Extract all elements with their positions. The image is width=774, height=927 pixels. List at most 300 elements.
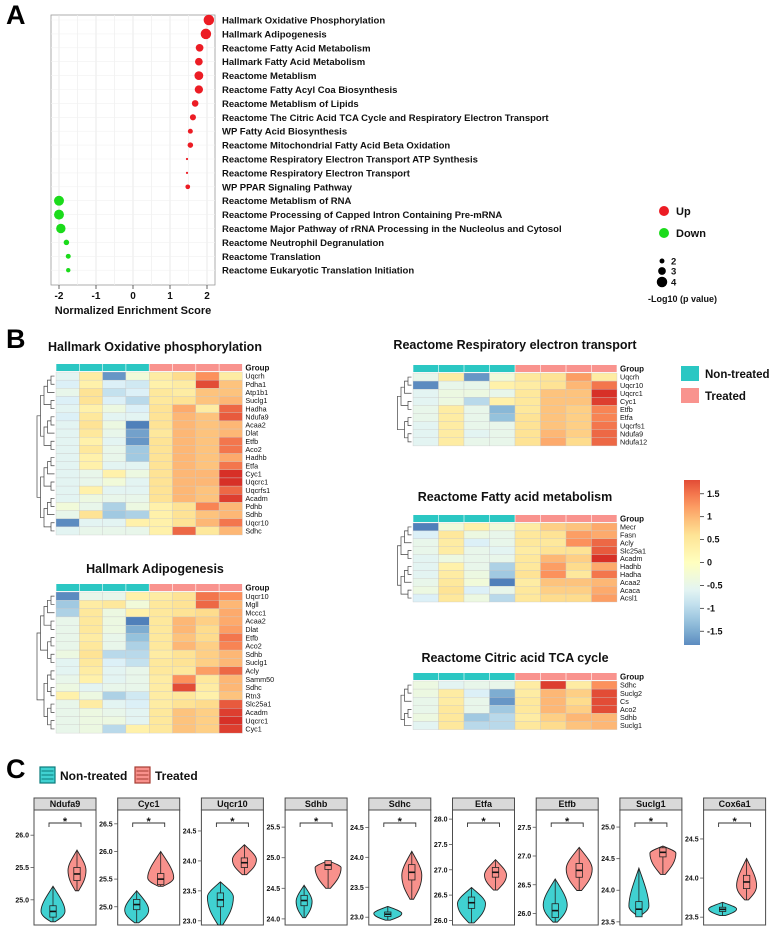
heatmap-cell — [79, 600, 102, 608]
pathway-label: Reactome Metablism of Lipids — [222, 98, 359, 110]
group-bar-cell — [464, 365, 489, 372]
heatmap-cell — [219, 658, 242, 666]
heatmap-cell — [592, 414, 618, 422]
heatmap-cell — [219, 708, 242, 716]
gene-label: Suclg2 — [620, 688, 642, 698]
dendrogram-branch — [408, 551, 412, 559]
gene-label: Sdhc — [245, 526, 262, 536]
heatmap-cell — [566, 697, 592, 705]
y-tick-label: 27.0 — [433, 867, 448, 875]
legend-up-dot — [659, 206, 669, 216]
heatmap-cell — [173, 429, 196, 437]
group-label: Group — [620, 672, 644, 682]
gene-label: Uqcrh — [245, 371, 265, 381]
y-tick-label: 26.0 — [15, 832, 29, 840]
y-tick-label: 27.5 — [517, 824, 532, 832]
heatmap-cell — [79, 617, 102, 625]
heatmap-cell — [566, 570, 592, 578]
group-bar-cell — [541, 673, 566, 680]
heatmap-cell — [103, 642, 126, 650]
heatmap-cell — [219, 413, 242, 421]
heatmap-cell — [219, 405, 242, 413]
heatmap-cell — [219, 470, 242, 478]
heatmap-cell — [439, 373, 465, 381]
heatmap-cell — [196, 388, 219, 396]
heatmap-cell — [173, 692, 196, 700]
heatmap-cell — [79, 609, 102, 617]
y-tick-label: 25.5 — [266, 824, 281, 832]
y-tick-label: 24.5 — [684, 836, 699, 844]
heatmap-cell — [173, 683, 196, 691]
heatmap-cell — [56, 437, 79, 445]
gene-label: Acly — [620, 538, 634, 548]
gene-label: Mgll — [245, 600, 259, 610]
heatmap-cell — [79, 421, 102, 429]
heatmap-cell — [149, 519, 172, 527]
heatmap-cell — [515, 689, 541, 697]
heatmap-cell — [149, 683, 172, 691]
gene-label: Cyc1 — [245, 724, 262, 734]
pathway-dot — [194, 71, 203, 80]
heatmap-cell — [149, 642, 172, 650]
heatmap-cell — [439, 689, 465, 697]
heatmap-cell — [490, 586, 516, 594]
gene-label: Pdha1 — [245, 379, 267, 389]
dendrogram-branch — [51, 417, 55, 425]
heatmap-cell — [56, 609, 79, 617]
heatmap-cell — [515, 563, 541, 571]
pathway-label: Reactome The Citric Acid TCA Cycle and Respiratory Electron Transport — [222, 112, 549, 124]
heatmap-cell — [103, 692, 126, 700]
gene-label: Uqcrh — [620, 372, 640, 382]
significance-star: * — [648, 816, 654, 828]
pathway-label: Reactome Major Pathway of rRNA Processing in the Nucleolus and Cytosol — [222, 224, 562, 235]
heatmap-cell — [149, 421, 172, 429]
heatmap-cell — [490, 689, 516, 697]
heatmap-cell — [149, 502, 172, 510]
significance-star: * — [481, 816, 486, 828]
heatmap-cell — [464, 697, 490, 705]
gene-label: Pdhb — [245, 502, 263, 512]
heatmap-cell — [173, 667, 196, 675]
heatmap-cell — [149, 429, 172, 437]
heatmap-cell — [219, 667, 242, 675]
heatmap-cell — [79, 396, 102, 404]
heatmap-cell — [541, 389, 567, 397]
heatmap-cell — [592, 373, 618, 381]
gene-label: Aco2 — [245, 445, 262, 455]
gene-label: Aco2 — [245, 641, 262, 651]
dendrogram-branch — [51, 523, 55, 531]
heatmap-cell — [566, 705, 592, 713]
heatmap-cell — [103, 511, 126, 519]
y-tick-label: 23.5 — [684, 914, 699, 922]
heatmap-cell — [515, 414, 541, 422]
dendrogram-branch — [51, 654, 55, 662]
significance-star: * — [732, 816, 737, 828]
heatmap-cell — [592, 397, 618, 405]
colorbar-tick-label: -1 — [707, 603, 716, 614]
legend-non-treated-swatch — [681, 366, 699, 381]
heatmap-cell — [515, 681, 541, 689]
heatmap-cell — [219, 592, 242, 600]
heatmap-cell — [413, 523, 439, 531]
legend-size-label: 3 — [671, 266, 677, 278]
gene-label: Slc25a1 — [620, 546, 646, 556]
heatmap-cell — [173, 478, 196, 486]
heatmap-cell — [464, 405, 490, 413]
y-tick-label: 25.0 — [15, 897, 29, 905]
heatmap-cell — [566, 397, 592, 405]
heatmap-cell — [566, 422, 592, 430]
heatmap-cell — [439, 586, 465, 594]
heatmap-cell — [592, 523, 618, 531]
gene-label: Dlat — [245, 428, 259, 438]
y-tick-label: 24.0 — [684, 875, 699, 883]
heatmap-cell — [490, 438, 516, 446]
significance-star: * — [146, 816, 151, 828]
significance-star: * — [230, 816, 235, 828]
pathway-dot — [190, 114, 196, 120]
heatmap-cell — [196, 667, 219, 675]
heatmap-cell — [79, 519, 102, 527]
heatmap-cell — [515, 381, 541, 389]
gene-label: Suclg1 — [245, 396, 268, 406]
heatmap-cell — [464, 397, 490, 405]
heatmap-cell — [439, 430, 465, 438]
heatmap-cell — [149, 380, 172, 388]
pathway-dot — [195, 58, 203, 66]
legend-non-treated-label: Non-treated — [60, 769, 128, 783]
gene-label: Acaa2 — [620, 577, 641, 587]
panel-b-label: B — [6, 324, 26, 354]
heatmap-cell — [413, 689, 439, 697]
heatmap-cell — [56, 642, 79, 650]
heatmap-cell — [439, 713, 465, 721]
gene-label: Uqcrc1 — [245, 477, 269, 487]
gene-label: Dlat — [245, 624, 259, 634]
heatmap-cell — [103, 454, 126, 462]
heatmap-cell — [566, 547, 592, 555]
heatmap-cell — [464, 523, 490, 531]
significance-star: * — [313, 816, 319, 828]
heatmap-cell — [173, 437, 196, 445]
heatmap-cell — [79, 429, 102, 437]
heatmap-cell — [196, 462, 219, 470]
dendrogram-branch — [44, 683, 48, 716]
group-bar-cell — [515, 365, 540, 372]
heatmap-cell — [464, 547, 490, 555]
pathway-dot — [195, 85, 203, 93]
group-bar-cell — [541, 365, 566, 372]
heatmap-cell — [439, 389, 465, 397]
heatmap-cell — [173, 725, 196, 733]
heatmap-cell — [219, 717, 242, 725]
heatmap-cell — [103, 494, 126, 502]
heatmap-cell — [592, 531, 618, 539]
group-bar-cell — [592, 673, 617, 680]
heatmap-cell — [56, 625, 79, 633]
heatmap-cell — [464, 531, 490, 539]
gene-label: Hadhb — [620, 562, 642, 572]
heatmap-cell — [515, 539, 541, 547]
heatmap-cell — [413, 555, 439, 563]
gene-label: Sdhb — [245, 649, 263, 659]
heatmap-cell — [219, 445, 242, 453]
heatmap-cell — [149, 388, 172, 396]
heatmap-cell — [566, 389, 592, 397]
heatmap-cell — [56, 511, 79, 519]
heatmap-cell — [515, 594, 541, 602]
heatmap-cell — [566, 713, 592, 721]
heatmap-cell — [413, 405, 439, 413]
y-tick-label: 23.0 — [182, 918, 197, 926]
heatmap-cell — [173, 708, 196, 716]
group-bar-cell — [56, 364, 79, 371]
heatmap-cell — [173, 717, 196, 725]
heatmap-cell — [219, 429, 242, 437]
heatmap-cell — [490, 397, 516, 405]
heatmap-cell — [196, 708, 219, 716]
heatmap-cell — [149, 494, 172, 502]
heatmap-cell — [219, 421, 242, 429]
heatmap-cell — [515, 531, 541, 539]
heatmap-cell — [219, 388, 242, 396]
heatmap-cell — [56, 700, 79, 708]
heatmap-cell — [566, 681, 592, 689]
heatmap-cell — [173, 625, 196, 633]
heatmap-cell — [219, 486, 242, 494]
group-bar-cell — [566, 515, 591, 522]
significance-star: * — [62, 816, 68, 828]
y-tick-label: 25.0 — [99, 904, 113, 912]
heatmap-cell — [490, 563, 516, 571]
group-bar-cell — [103, 364, 126, 371]
heatmap-cell — [541, 397, 567, 405]
violin-gene-title: Suclg1 — [636, 799, 666, 809]
heatmap-cell — [56, 502, 79, 510]
heatmap-cell — [126, 650, 149, 658]
heatmap-cell — [515, 397, 541, 405]
heatmap-cell — [126, 683, 149, 691]
heatmap-cell — [56, 527, 79, 535]
heatmap-cell — [592, 563, 618, 571]
heatmap-cell — [566, 594, 592, 602]
heatmap-cell — [464, 414, 490, 422]
heatmap-cell — [79, 511, 102, 519]
gene-label: Uqcr10 — [620, 380, 644, 390]
heatmap-cell — [56, 478, 79, 486]
heatmap-cell — [592, 722, 618, 730]
heatmap-cell — [56, 692, 79, 700]
heatmap-cell — [439, 397, 465, 405]
heatmap-cell — [592, 713, 618, 721]
colorbar-tick-label: 0.5 — [707, 534, 720, 545]
heatmap-cell — [103, 625, 126, 633]
gene-label: Mccc1 — [245, 608, 267, 618]
group-bar-cell — [413, 673, 438, 680]
heatmap-cell — [196, 617, 219, 625]
heatmap-cell — [149, 454, 172, 462]
heatmap-cell — [56, 454, 79, 462]
dendrogram-branch — [408, 709, 412, 717]
heatmap-cell — [56, 421, 79, 429]
pathway-dot — [186, 158, 188, 160]
heatmap-cell — [103, 708, 126, 716]
pathway-label: Reactome Processing of Capped Intron Containing Pre-mRNA — [222, 210, 503, 222]
group-bar-cell — [541, 515, 566, 522]
heatmap-cell — [490, 523, 516, 531]
heatmap-cell — [196, 502, 219, 510]
heatmap-cell — [541, 594, 567, 602]
heatmap-cell — [149, 667, 172, 675]
heatmap-cell — [56, 405, 79, 413]
heatmap-cell — [149, 372, 172, 380]
heatmap-cell — [541, 523, 567, 531]
heatmap-cell — [592, 586, 618, 594]
pathway-label: Reactome Fatty Acid Metabolism — [222, 43, 371, 55]
heatmap-cell — [219, 675, 242, 683]
heatmap-cell — [79, 625, 102, 633]
heatmap-cell — [103, 437, 126, 445]
heatmap-cell — [126, 625, 149, 633]
y-tick-label: 26.5 — [99, 821, 113, 829]
heatmap-cell — [464, 555, 490, 563]
heatmap-cell — [592, 594, 618, 602]
heatmap-cell — [79, 667, 102, 675]
heatmap-cell — [126, 494, 149, 502]
group-bar-cell — [566, 673, 591, 680]
heatmap-cell — [515, 722, 541, 730]
gene-label: Etfb — [245, 436, 259, 446]
heatmap-cell — [413, 697, 439, 705]
heatmap-cell — [126, 413, 149, 421]
heatmap-cell — [566, 373, 592, 381]
x-tick-label: -1 — [91, 291, 101, 302]
heatmap-cell — [219, 380, 242, 388]
heatmap-cell — [219, 511, 242, 519]
heatmap-cell — [149, 634, 172, 642]
heatmap-cell — [126, 405, 149, 413]
y-tick-label: 24.5 — [350, 824, 364, 832]
heatmaps-canvas — [0, 330, 774, 758]
heatmap-cell — [592, 438, 618, 446]
heatmap-cell — [490, 389, 516, 397]
heatmap-cell — [79, 502, 102, 510]
colorbar-tick-label: -0.5 — [707, 580, 723, 591]
heatmap-cell — [566, 563, 592, 571]
heatmap-cell — [196, 421, 219, 429]
heatmap-cell — [541, 414, 567, 422]
y-tick-label: 24.0 — [601, 887, 615, 895]
group-bar-cell — [219, 364, 242, 371]
heatmap-cell — [79, 413, 102, 421]
group-bar-cell — [490, 365, 515, 372]
group-bar-cell — [439, 673, 464, 680]
heatmap-cell — [464, 422, 490, 430]
heatmap-cell — [196, 725, 219, 733]
pathway-dot — [192, 100, 199, 107]
heatmap-cell — [413, 373, 439, 381]
heatmap-cell — [413, 705, 439, 713]
heatmap-cell — [196, 609, 219, 617]
heatmap-cell — [464, 381, 490, 389]
heatmap-cell — [173, 617, 196, 625]
heatmap-cell — [56, 667, 79, 675]
dendrogram-branch — [51, 621, 55, 629]
heatmap-cell — [196, 600, 219, 608]
dendrogram-branch — [408, 434, 412, 442]
heatmap-cell — [103, 486, 126, 494]
heatmap-cell — [515, 438, 541, 446]
heatmap-cell — [515, 570, 541, 578]
group-bar-cell — [126, 584, 149, 591]
group-bar-cell — [515, 673, 540, 680]
y-tick-label: 24.5 — [266, 885, 281, 893]
pathway-label: Reactome Respiratory Electron Transport ATP Synthesis — [222, 154, 478, 166]
heatmap-cell — [196, 511, 219, 519]
pathway-label: Reactome Fatty Acyl Coa Biosynthesis — [222, 85, 398, 96]
dendrogram-branch — [398, 546, 402, 586]
group-bar-cell — [413, 365, 438, 372]
heatmap-cell — [79, 437, 102, 445]
dendrogram-branch — [37, 416, 41, 498]
heatmap-cell — [173, 650, 196, 658]
heatmap-cell — [196, 527, 219, 535]
heatmap-cell — [173, 494, 196, 502]
heatmap-cell — [413, 586, 439, 594]
heatmap-title: Reactome Citric acid TCA cycle — [421, 651, 609, 665]
dendrogram-branch — [48, 675, 52, 692]
heatmap-cell — [103, 478, 126, 486]
heatmap-cell — [56, 683, 79, 691]
heatmap-cell — [196, 413, 219, 421]
heatmap-cell — [173, 445, 196, 453]
heatmap-cell — [592, 389, 618, 397]
heatmap-cell — [413, 414, 439, 422]
gene-label: Acadm — [245, 707, 268, 717]
heatmap-cell — [173, 658, 196, 666]
heatmap-cell — [541, 405, 567, 413]
heatmap-cell — [566, 586, 592, 594]
heatmap-cell — [79, 634, 102, 642]
y-tick-label: 23.5 — [601, 919, 615, 927]
panel-a-label: A — [6, 0, 26, 30]
gene-label: Acaa2 — [245, 616, 266, 626]
y-tick-label: 26.5 — [517, 882, 532, 890]
heatmap-cell — [541, 381, 567, 389]
violin-gene-title: Sdhb — [304, 799, 328, 809]
heatmap-title: Hallmark Oxidative phosphorylation — [48, 340, 262, 354]
heatmap-cell — [103, 617, 126, 625]
heatmap-cell — [149, 437, 172, 445]
heatmap-cell — [173, 700, 196, 708]
gene-label: Acaca — [620, 585, 640, 595]
legend-size-label: 2 — [671, 256, 677, 268]
heatmap-cell — [79, 650, 102, 658]
dendrogram-branch — [51, 596, 55, 604]
heatmap-cell — [566, 523, 592, 531]
heatmap-cell — [566, 438, 592, 446]
heatmap-cell — [149, 405, 172, 413]
heatmap-cell — [103, 470, 126, 478]
heatmap-cell — [103, 634, 126, 642]
heatmap-cell — [592, 570, 618, 578]
gene-label: Ndufa9 — [620, 429, 644, 439]
heatmap-cell — [126, 486, 149, 494]
heatmap-cell — [196, 700, 219, 708]
heatmap-cell — [79, 405, 102, 413]
